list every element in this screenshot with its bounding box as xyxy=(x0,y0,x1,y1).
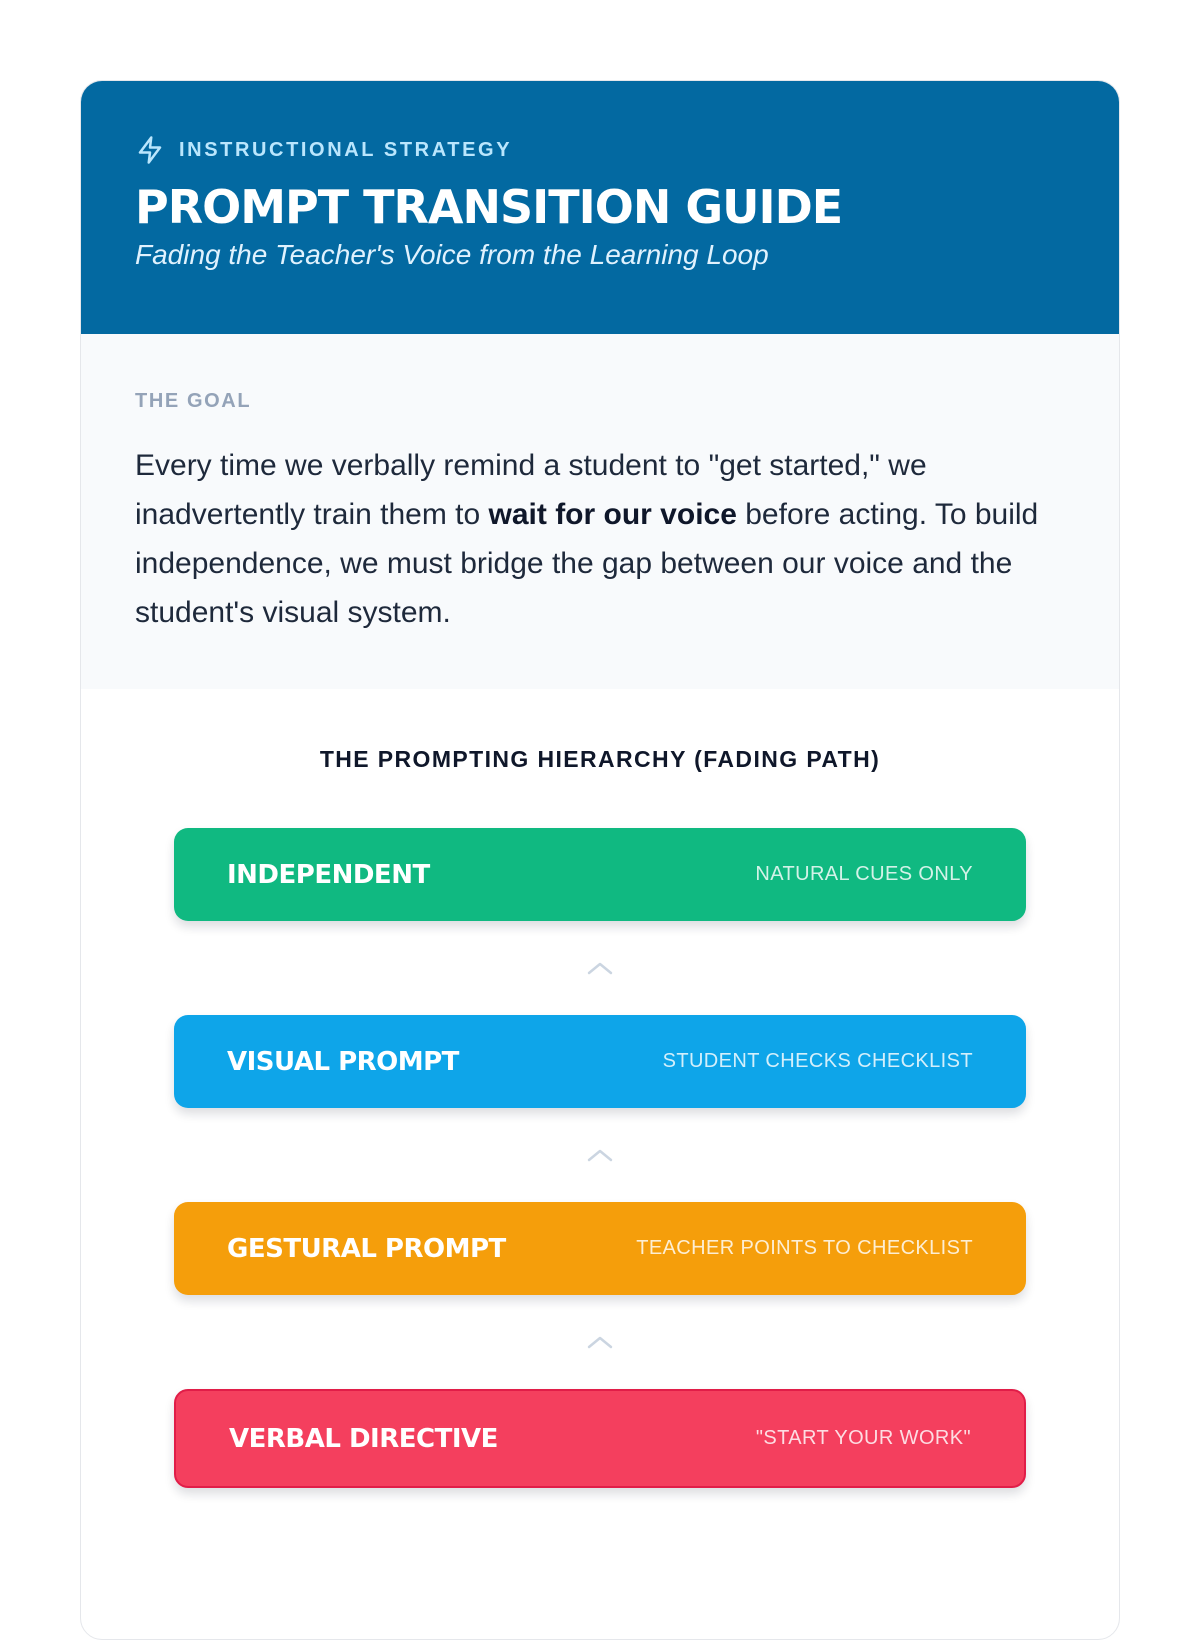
goal-text-bold: wait for our voice xyxy=(488,498,737,531)
level-verbal-directive xyxy=(174,1389,1026,1488)
chevron-up-icon xyxy=(174,921,1026,1015)
level-description: "START YOUR WORK" xyxy=(755,1427,971,1449)
card-header xyxy=(81,81,1119,334)
eyebrow-label: INSTRUCTIONAL STRATEGY xyxy=(179,138,513,161)
level-description: TEACHER POINTS TO CHECKLIST xyxy=(636,1237,973,1259)
level-name: VISUAL PROMPT xyxy=(227,1046,459,1077)
level-name: VERBAL DIRECTIVE xyxy=(229,1423,498,1454)
level-name: GESTURAL PROMPT xyxy=(227,1233,506,1264)
goal-label: THE GOAL xyxy=(135,390,252,412)
hierarchy-title: THE PROMPTING HIERARCHY (FADING PATH) xyxy=(319,746,881,772)
level-description: NATURAL CUES ONLY xyxy=(755,863,973,885)
level-visual-prompt xyxy=(174,1015,1026,1108)
eyebrow xyxy=(135,133,1065,167)
goal-section xyxy=(81,334,1119,689)
strategy-card xyxy=(80,80,1120,1640)
page-title: PROMPT TRANSITION GUIDE xyxy=(135,180,843,234)
chevron-up-icon xyxy=(174,1108,1026,1202)
goal-text xyxy=(135,441,1065,637)
chevron-up-icon xyxy=(174,1295,1026,1389)
level-description: STUDENT CHECKS CHECKLIST xyxy=(662,1050,973,1072)
hierarchy-levels xyxy=(81,828,1119,1488)
level-gestural-prompt xyxy=(174,1202,1026,1295)
lightning-bolt-icon xyxy=(135,134,165,166)
goal-text-part1: Every time we verbally remind a student to "get started," we inadvertently train them to xyxy=(135,449,927,531)
page-subtitle: Fading the Teacher's Voice from the Learning Loop xyxy=(135,239,769,270)
level-name: INDEPENDENT xyxy=(227,859,430,890)
goal-text-part2: before acting. To build independence, we must bridge the gap between our voice and the student's visual system. xyxy=(135,498,1039,629)
hierarchy-section xyxy=(81,689,1119,1488)
level-independent xyxy=(174,828,1026,921)
